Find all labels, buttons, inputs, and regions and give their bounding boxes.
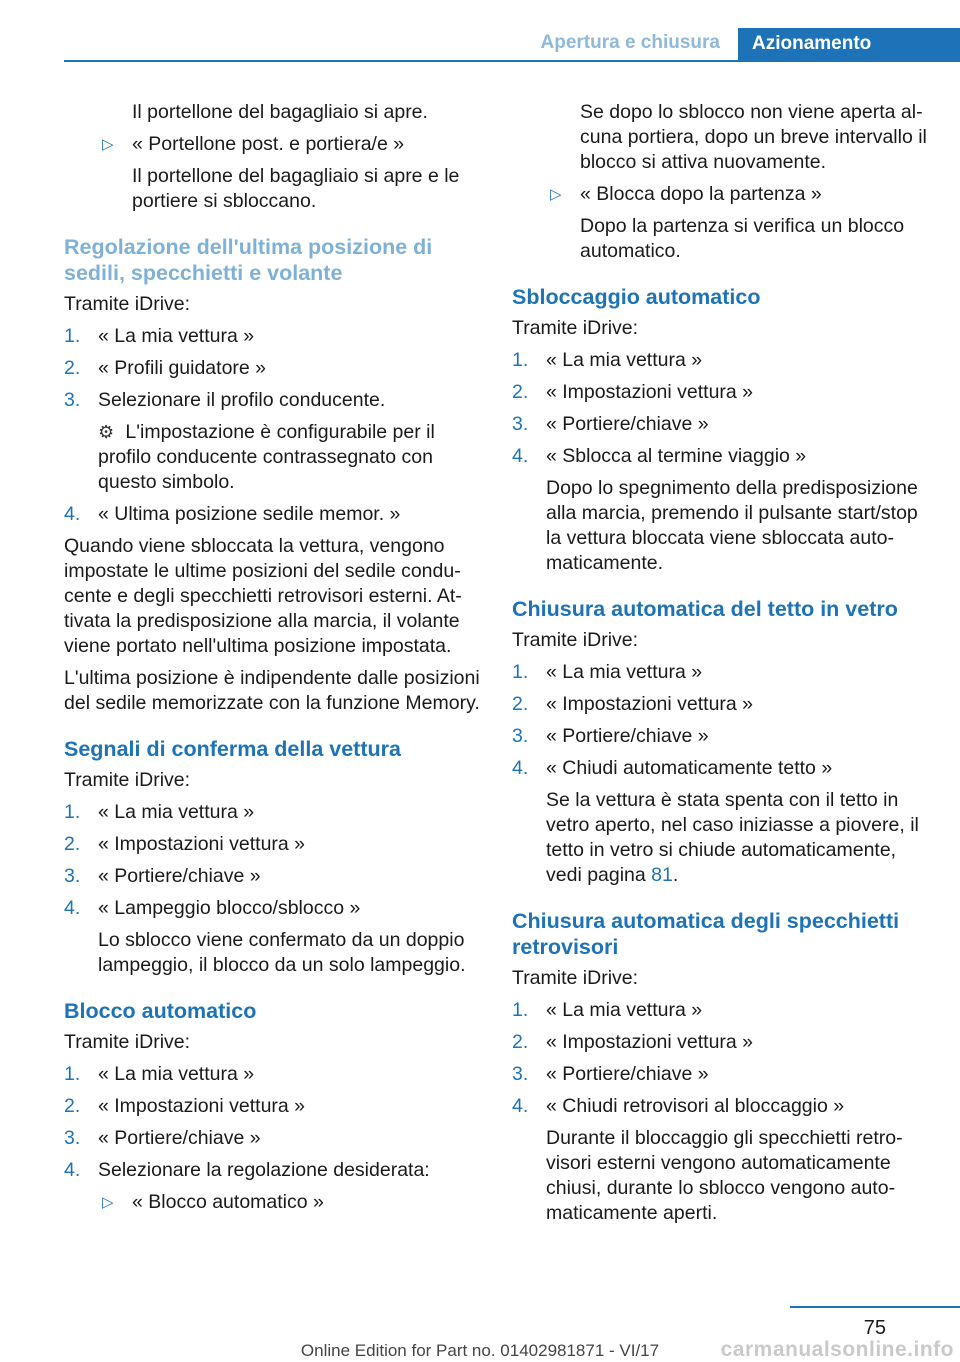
list-item-text: Selezionare il profilo conducente. [98,389,386,411]
list-number: 4. [64,503,81,525]
list-item [64,832,480,857]
list-item-text: « La mia vettura » [98,801,255,823]
list-item [512,348,928,373]
list-number: 2. [512,1031,529,1053]
section-heading-segnali: Segnali di conferma della vettura [64,737,401,761]
arrow-list-item [512,182,928,207]
list-number: 3. [64,865,81,887]
edition-footer: Online Edition for Part no. 01402981871 - VI/17 [300,1341,660,1360]
list-item-text: « Chiudi retrovisori al bloccaggio » [546,1095,845,1117]
list-item-text: « Impostazioni vettura » [98,833,306,855]
list-number: 3. [512,1063,529,1085]
paragraph: Tramite iDrive: [512,317,639,339]
profile-note [64,420,480,495]
paragraph: Tramite iDrive: [512,629,639,651]
header-rule [64,60,960,62]
arrow-item-label: « Blocco automatico » [132,1191,324,1213]
list-number: 2. [64,1095,81,1117]
paragraph: Dopo lo spegnimento della predisposizione alla marcia, premendo il pulsante start/stop la vettura bloccata viene sbloccata automaticamente. [546,477,918,574]
list-item [512,998,928,1023]
list-item-text: « Portiere/chiave » [98,1127,261,1149]
numbered-list [512,348,928,469]
numbered-list [64,324,480,413]
list-item-text: « Profili guidatore » [98,357,267,379]
list-item-text: « La mia vettura » [98,325,255,347]
left-column [64,100,480,1222]
list-number: 4. [64,897,81,919]
paragraph: Durante il bloccaggio gli specchietti retrovisori esterni vengono automaticamente chiusi, durante lo sblocco vengono automaticamente aperti. [546,1127,903,1224]
numbered-list [64,502,480,527]
right-column [512,100,928,1233]
list-item [64,1094,480,1119]
list-number: 1. [64,325,81,347]
list-item [512,1062,928,1087]
list-item [512,756,928,781]
numbered-list [512,998,928,1119]
chapter-tab-active[interactable]: Azionamento [738,28,960,60]
list-item [512,412,928,437]
list-item-text: « Ultima posizione sedile memor. » [98,503,401,525]
list-item [64,1126,480,1151]
list-number: 4. [512,445,529,467]
list-item-text: « Impostazioni vettura » [546,381,754,403]
list-item [64,896,480,921]
list-item [64,864,480,889]
triangle-bullet-icon: ▷ [102,136,114,153]
list-number: 3. [64,389,81,411]
list-item-text: « Impostazioni vettura » [98,1095,306,1117]
list-item [64,800,480,825]
list-item-text: « La mia vettura » [546,661,703,683]
paragraph: Lo sblocco viene confermato da un doppio lampeggio, il blocco da un solo lampeggio. [98,929,466,976]
list-item-text: « Portiere/chiave » [98,865,261,887]
list-item-text: « Portiere/chiave » [546,413,709,435]
list-number: 3. [512,413,529,435]
numbered-list [64,1062,480,1183]
list-item [512,380,928,405]
page-reference-link[interactable]: 81 [651,864,673,886]
list-item [512,724,928,749]
section-heading-sbloccaggio: Sbloccaggio automatico [512,285,761,309]
list-item-text: « Impostazioni vettura » [546,1031,754,1053]
paragraph [512,788,928,888]
arrow-item-label: « Portellone post. e portiera/e » [132,133,405,155]
list-item-text: Selezionare la regolazione desiderata: [98,1159,430,1181]
list-item [64,1062,480,1087]
paragraph: Il portellone del bagagliaio si apre. [132,101,428,123]
paragraph: Quando viene sbloccata la vettura, vengono impostate le ultime posizioni del sedile conducente e degli specchietti retrovisori esterni. Attivata la predisposizione alla marcia, il volante viene portato nell'ultima posizione impostata. [64,535,462,657]
arrow-item-label: « Blocca dopo la partenza » [580,183,822,205]
section-heading-specchietti: Chiusura automatica degli specchietti retrovisori [512,909,900,959]
list-item [64,356,480,381]
list-number: 1. [64,1063,81,1085]
section-breadcrumb[interactable]: Apertura e chiusura [540,32,720,53]
list-item [512,1030,928,1055]
triangle-bullet-icon: ▷ [550,186,562,203]
page-number: 75 [863,1317,886,1339]
list-item-text: « Lampeggio blocco/sblocco » [98,897,361,919]
paragraph: Tramite iDrive: [64,769,191,791]
list-number: 2. [64,357,81,379]
list-item-text: « Portiere/chiave » [546,1063,709,1085]
gear-icon: ⚙ [98,422,115,442]
paragraph: Tramite iDrive: [512,967,639,989]
list-item-text: « Portiere/chiave » [546,725,709,747]
list-item-text: « Impostazioni vettura » [546,693,754,715]
paragraph: Se dopo lo sblocco non viene aperta alcuna portiera, dopo un breve intervallo il blocco si attiva nuovamente. [580,101,927,173]
list-item-text: « Chiudi automaticamente tetto » [546,757,833,779]
triangle-bullet-icon: ▷ [102,1194,114,1211]
section-heading-tetto: Chiusura automatica del tetto in vetro [512,597,898,621]
section-heading-regolazione: Regolazione dell'ultima posizione di sedili, specchietti e volante [64,235,433,285]
paragraph: Dopo la partenza si verifica un blocco automatico. [580,215,905,262]
list-item-text: « La mia vettura » [98,1063,255,1085]
list-number: 1. [512,349,529,371]
punctuation: . [672,864,679,886]
list-number: 3. [64,1127,81,1149]
list-number: 4. [512,757,529,779]
arrow-list-item [64,132,480,157]
list-item [512,660,928,685]
list-number: 4. [512,1095,529,1117]
paragraph: Tramite iDrive: [64,293,191,315]
paragraph-text: Se la vettura è stata spenta con il tetto in vetro aperto, nel caso iniziasse a piovere, il tetto in vetro si chiude automaticamente, vedi pagina [546,789,919,886]
list-number: 1. [512,999,529,1021]
arrow-list-item [64,1190,480,1215]
list-item-text: « La mia vettura » [546,349,703,371]
list-number: 4. [64,1159,81,1181]
list-number: 1. [512,661,529,683]
list-item [512,444,928,469]
list-number: 2. [64,833,81,855]
list-item-text: « Sblocca al termine viaggio » [546,445,807,467]
paragraph: Tramite iDrive: [64,1031,191,1053]
list-number: 1. [64,801,81,823]
page-header [0,0,960,62]
footer-rule [790,1306,960,1308]
note-text: L'impostazione è configurabile per il profilo conducente contrassegnato con questo simbolo. [98,421,435,493]
list-number: 3. [512,725,529,747]
section-heading-blocco: Blocco automatico [64,999,257,1023]
list-number: 2. [512,693,529,715]
list-item [64,388,480,413]
list-item-text: « La mia vettura » [546,999,703,1021]
list-item [64,324,480,349]
list-item [512,1094,928,1119]
paragraph: Il portellone del bagagliaio si apre e le portiere si sbloccano. [132,165,460,212]
watermark-logo: carmanualsonline.info [720,1338,954,1361]
list-item [64,1158,480,1183]
list-item [64,502,480,527]
list-number: 2. [512,381,529,403]
paragraph: L'ultima posizione è indipendente dalle posizioni del sedile memorizzate con la funzione Memory. [64,667,480,714]
numbered-list [64,800,480,921]
numbered-list [512,660,928,781]
list-item [512,692,928,717]
